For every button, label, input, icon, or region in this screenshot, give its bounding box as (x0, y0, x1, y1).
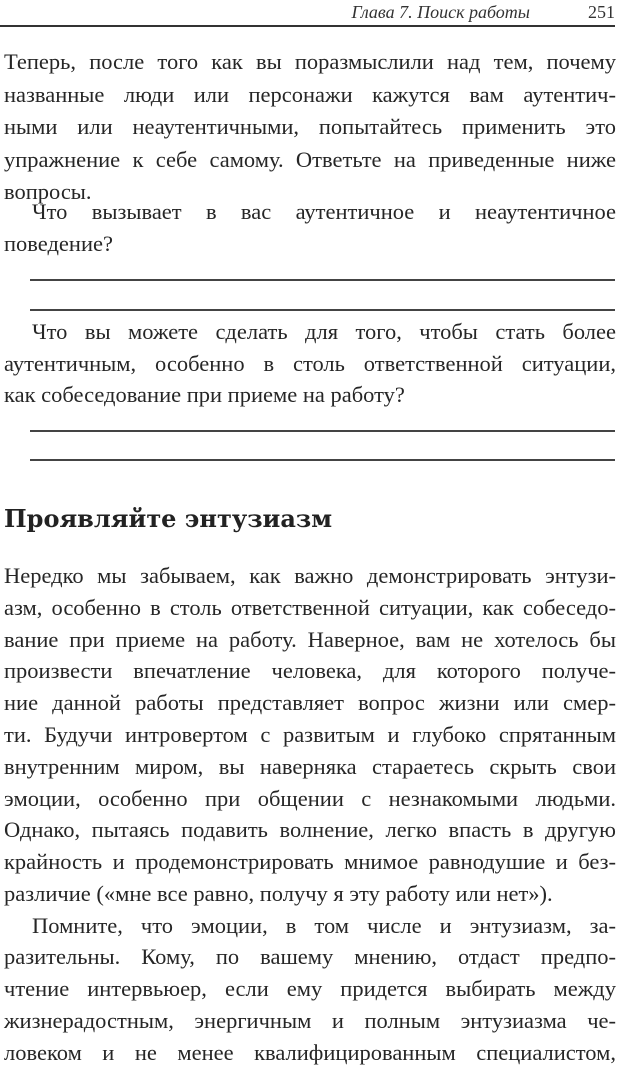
text-line: вопросы. (4, 179, 92, 204)
text-line: Теперь, после того как вы поразмыслили над тем, почему (4, 49, 616, 74)
text-line: эмоции, особенно при общении с незнакомыми людьми. (4, 786, 616, 811)
text-line: Однако, пытаясь подавить волнение, легко впасть в другую (4, 817, 616, 842)
answer-line (30, 459, 615, 461)
text-line: упражнение к себе самому. Ответьте на приведенные ниже (4, 147, 616, 172)
text-line: поведение? (4, 231, 113, 256)
text-line: названные люди или персонажи кажутся вам аутентич- (4, 82, 616, 107)
text-line: чтение интервьюер, если ему придется выбирать между (4, 976, 616, 1001)
text-line: азм, особенно в столь ответственной ситуации, как собеседо- (4, 595, 616, 620)
text-line: ными или неаутентичными, попытайтесь применить это (4, 114, 616, 139)
text-line: как собеседование при приеме на работу? (4, 382, 405, 407)
text-line: Помните, что эмоции, в том числе и энтузиазм, за- (32, 913, 616, 938)
text-line: внутренним миром, вы наверняка стараетесь скрыть свои (4, 754, 616, 779)
text-line: ти. Будучи интровертом с развитым и глубоко спрятанным (4, 722, 616, 747)
text-line: произвести впечатление человека, для которого получе- (4, 658, 616, 683)
page-number: 251 (588, 2, 615, 22)
text-line: ловеком и не менее квалифицированным специалистом, (4, 1040, 616, 1065)
text-line: Что вы можете сделать для того, чтобы стать более (32, 319, 616, 344)
chapter-title: Глава 7. Поиск работы (351, 2, 530, 22)
text-line: различие («мне все равно, получу я эту работу или нет»). (4, 881, 553, 906)
answer-line (30, 430, 615, 432)
text-line: аутентичным, особенно в столь ответственной ситуации, (4, 351, 616, 376)
header-rule (0, 25, 615, 27)
text-line: Нередко мы забываем, как важно демонстрировать энтузи- (4, 563, 616, 588)
answer-line (30, 279, 615, 281)
text-line: крайность и продемонстрировать мнимое равнодушие и без- (4, 849, 616, 874)
answer-line (30, 309, 615, 311)
page-header (0, 0, 620, 28)
section-heading: Проявляйте энтузиазм (4, 504, 333, 533)
text-line: разительны. Кому, по вашему мнению, отдаст предпо- (4, 944, 616, 969)
text-line: жизнерадостным, энергичным и полным энтузиазма че- (4, 1008, 616, 1033)
text-line: ние данной работы представляет вопрос жизни или смер- (4, 690, 616, 715)
text-line: Что вызывает в вас аутентичное и неаутентичное (32, 199, 616, 224)
text-line: вание при приеме на работу. Наверное, вам не хотелось бы (4, 627, 616, 652)
